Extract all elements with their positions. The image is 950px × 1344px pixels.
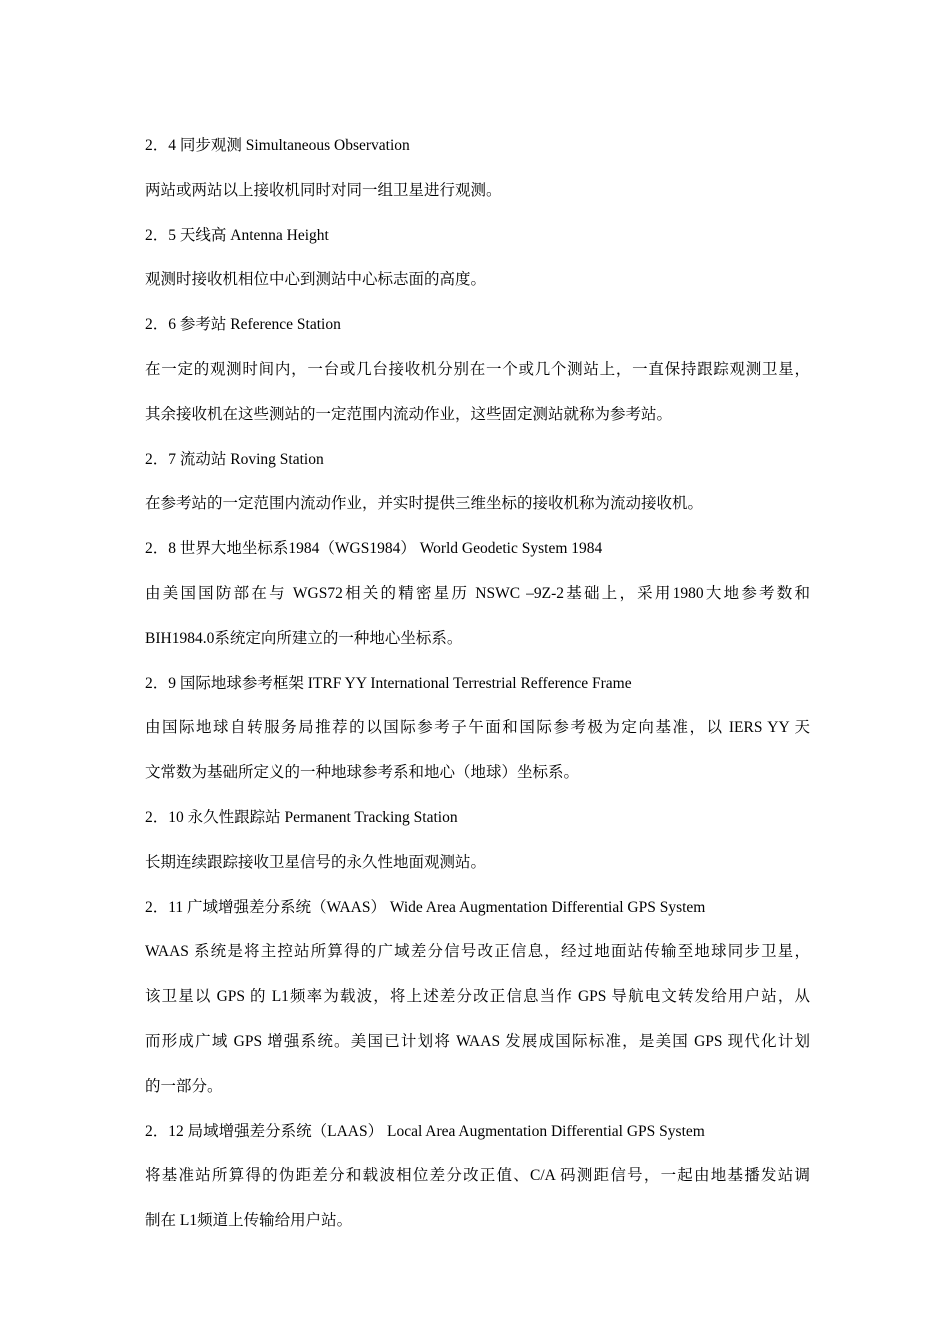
section-2-5 [145, 214, 810, 304]
section-2-7 [145, 438, 810, 528]
section-body-line: 将基准站所算得的伪距差分和载波相位差分改正值、C/A 码测距信号，一起由地基播发站调 [145, 1167, 810, 1185]
section-heading: 2．8 世界大地坐标系1984（WGS1984） World Geodetic System 1984 [145, 540, 603, 558]
section-body-line: 而形成广域 GPS 增强系统。美国已计划将 WAAS 发展成国际标准，是美国 GPS 现代化计划 [145, 1032, 810, 1050]
section-body-line: 的一部分。 [145, 1077, 223, 1095]
section-heading: 2．6 参考站 Reference Station [145, 316, 341, 334]
section-heading: 2．12 局域增强差分系统（LAAS） Local Area Augmentation Differential GPS System [145, 1122, 705, 1140]
section-heading: 2．9 国际地球参考框架 ITRF YY International Terrestrial Refference Frame [145, 674, 632, 692]
section-2-8 [145, 527, 810, 661]
section-2-4 [145, 124, 810, 214]
section-2-12 [145, 1110, 810, 1244]
section-body-line: 在参考站的一定范围内流动作业，并实时提供三维坐标的接收机称为流动接收机。 [145, 495, 704, 513]
section-body-line: 两站或两站以上接收机同时对同一组卫星进行观测。 [145, 181, 502, 199]
section-body-line: 由国际地球自转服务局推荐的以国际参考子午面和国际参考极为定向基准，以 IERS YY 天 [145, 719, 810, 737]
section-2-10 [145, 796, 810, 886]
section-body-line: 长期连续跟踪接收卫星信号的永久性地面观测站。 [145, 853, 487, 871]
section-heading: 2．7 流动站 Roving Station [145, 450, 324, 468]
section-body-line: WAAS 系统是将主控站所算得的广域差分信号改正信息，经过地面站传输至地球同步卫星， [145, 943, 810, 961]
section-heading: 2．5 天线高 Antenna Height [145, 226, 329, 244]
section-body-line: 观测时接收机相位中心到测站中心标志面的高度。 [145, 271, 487, 289]
section-body-line: 在一定的观测时间内，一台或几台接收机分别在一个或几个测站上，一直保持跟踪观测卫星， [145, 360, 810, 378]
section-heading: 2．11 广域增强差分系统（WAAS） Wide Area Augmentation Differential GPS System [145, 898, 706, 916]
section-heading: 2．10 永久性跟踪站 Permanent Tracking Station [145, 808, 458, 826]
section-2-6 [145, 303, 810, 437]
section-body-line: 由美国国防部在与 WGS72相关的精密星历 NSWC –9Z-2基础上，采用1980大地参考数和 [145, 584, 810, 602]
section-body-line: 该卫星以 GPS 的 L1频率为载波，将上述差分改正信息当作 GPS 导航电文转发给用户站，从 [145, 988, 810, 1006]
section-2-11 [145, 886, 810, 1110]
section-body-line: 制在 L1频道上传输给用户站。 [145, 1212, 353, 1230]
section-body-line: BIH1984.0系统定向所建立的一种地心坐标系。 [145, 629, 463, 647]
section-heading: 2．4 同步观测 Simultaneous Observation [145, 137, 410, 154]
section-body-line: 文常数为基础所定义的一种地球参考系和地心（地球）坐标系。 [145, 764, 580, 782]
section-body-line: 其余接收机在这些测站的一定范围内流动作业，这些固定测站就称为参考站。 [145, 405, 673, 423]
section-2-9 [145, 662, 810, 796]
document-content [145, 124, 810, 1244]
